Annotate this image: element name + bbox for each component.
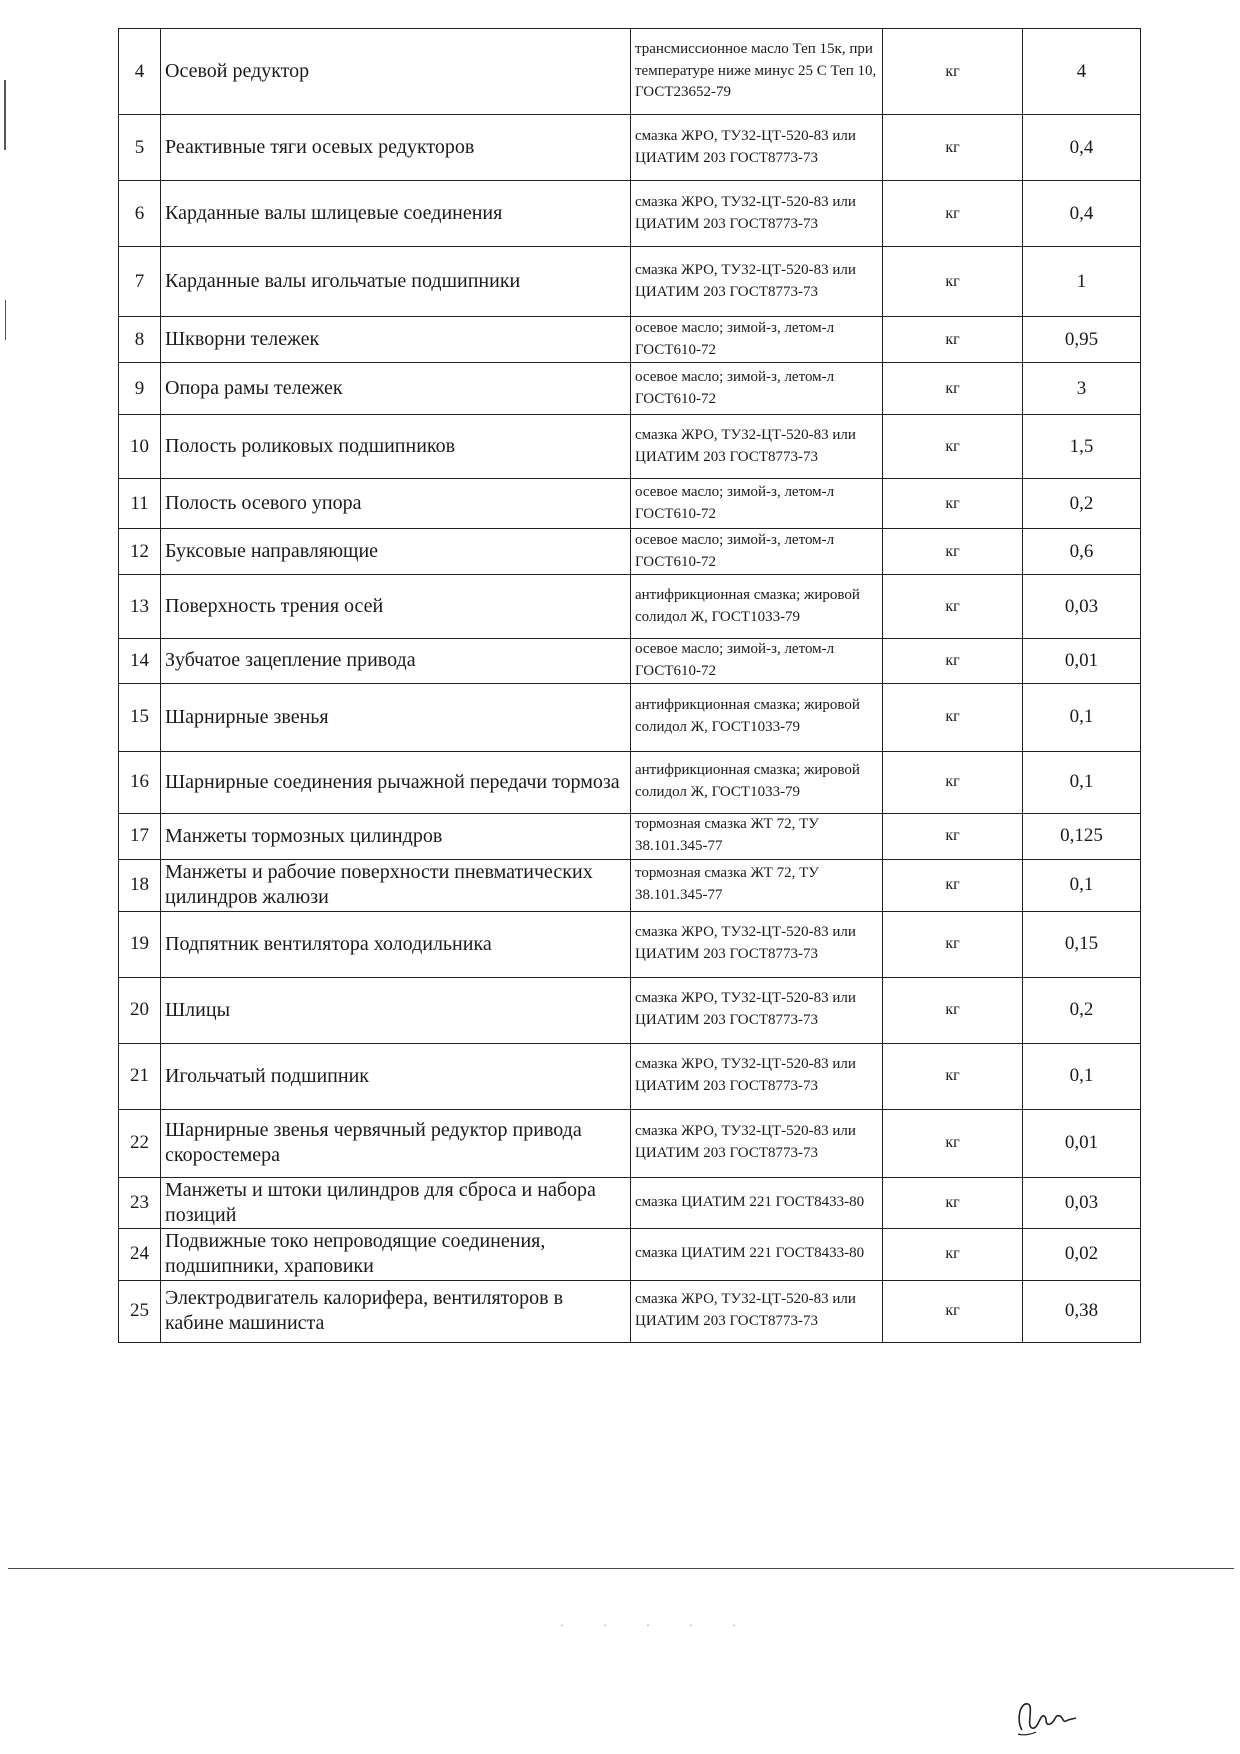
unit: кг [883, 1043, 1023, 1109]
row-number: 12 [119, 529, 161, 575]
quantity: 0,01 [1023, 639, 1141, 684]
unit: кг [883, 1228, 1023, 1280]
quantity: 0,01 [1023, 1109, 1141, 1177]
unit: кг [883, 29, 1023, 115]
lubricant-spec: тормозная смазка ЖТ 72, ТУ 38.101.345-77 [631, 859, 883, 911]
scan-artifact [4, 80, 6, 150]
table-row [119, 1043, 1141, 1109]
component-name: Шарнирные звенья [161, 683, 631, 751]
unit: кг [883, 683, 1023, 751]
row-number: 6 [119, 181, 161, 247]
component-name: Реактивные тяги осевых редукторов [161, 115, 631, 181]
table-row [119, 363, 1141, 415]
quantity: 0,03 [1023, 575, 1141, 639]
component-name: Манжеты тормозных цилиндров [161, 813, 631, 859]
row-number: 22 [119, 1109, 161, 1177]
lubricant-spec: антифрикционная смазка; жировой солидол Ж, ГОСТ1033-79 [631, 751, 883, 813]
unit: кг [883, 529, 1023, 575]
unit: кг [883, 751, 1023, 813]
table-row [119, 29, 1141, 115]
quantity: 0,4 [1023, 115, 1141, 181]
component-name: Игольчатый подшипник [161, 1043, 631, 1109]
row-number: 17 [119, 813, 161, 859]
quantity: 0,2 [1023, 479, 1141, 529]
lubricant-spec: смазка ЖРО, ТУ32-ЦТ-520-83 или ЦИАТИМ 203 ГОСТ8773-73 [631, 247, 883, 317]
lubricant-spec: тормозная смазка ЖТ 72, ТУ 38.101.345-77 [631, 813, 883, 859]
component-name: Подпятник вентилятора холодильника [161, 911, 631, 977]
lubricant-spec: антифрикционная смазка; жировой солидол Ж, ГОСТ1033-79 [631, 575, 883, 639]
component-name: Шарнирные звенья червячный редуктор привода скоростемера [161, 1109, 631, 1177]
unit: кг [883, 911, 1023, 977]
lubricant-spec: смазка ЖРО, ТУ32-ЦТ-520-83 или ЦИАТИМ 203 ГОСТ8773-73 [631, 415, 883, 479]
component-name: Карданные валы игольчатые подшипники [161, 247, 631, 317]
component-name: Поверхность трения осей [161, 575, 631, 639]
lubricant-spec: смазка ЦИАТИМ 221 ГОСТ8433-80 [631, 1177, 883, 1228]
unit: кг [883, 317, 1023, 363]
component-name: Шкворни тележек [161, 317, 631, 363]
row-number: 16 [119, 751, 161, 813]
quantity: 0,125 [1023, 813, 1141, 859]
component-name: Полость роликовых подшипников [161, 415, 631, 479]
quantity: 0,1 [1023, 859, 1141, 911]
component-name: Подвижные токо непроводящие соединения, подшипники, храповики [161, 1228, 631, 1280]
quantity: 0,2 [1023, 977, 1141, 1043]
lubricant-spec: осевое масло; зимой-з, летом-л ГОСТ610-72 [631, 529, 883, 575]
unit: кг [883, 859, 1023, 911]
unit: кг [883, 575, 1023, 639]
table-row [119, 415, 1141, 479]
row-number: 19 [119, 911, 161, 977]
lubricant-spec: смазка ЖРО, ТУ32-ЦТ-520-83 или ЦИАТИМ 203 ГОСТ8773-73 [631, 1109, 883, 1177]
unit: кг [883, 415, 1023, 479]
quantity: 1 [1023, 247, 1141, 317]
component-name: Электродвигатель калорифера, вентиляторов в кабине машиниста [161, 1280, 631, 1342]
row-number: 23 [119, 1177, 161, 1228]
row-number: 14 [119, 639, 161, 684]
quantity: 4 [1023, 29, 1141, 115]
row-number: 13 [119, 575, 161, 639]
table-row [119, 479, 1141, 529]
component-name: Полость осевого упора [161, 479, 631, 529]
quantity: 0,03 [1023, 1177, 1141, 1228]
page-separator-line [8, 1568, 1234, 1569]
quantity: 0,95 [1023, 317, 1141, 363]
lubricant-spec: осевое масло; зимой-з, летом-л ГОСТ610-72 [631, 479, 883, 529]
table-row [119, 247, 1141, 317]
table-row [119, 1228, 1141, 1280]
component-name: Шарнирные соединения рычажной передачи тормоза [161, 751, 631, 813]
quantity: 0,02 [1023, 1228, 1141, 1280]
quantity: 3 [1023, 363, 1141, 415]
unit: кг [883, 115, 1023, 181]
quantity: 0,1 [1023, 1043, 1141, 1109]
lubricant-spec: осевое масло; зимой-з, летом-л ГОСТ610-72 [631, 317, 883, 363]
scan-artifact [5, 300, 6, 340]
row-number: 11 [119, 479, 161, 529]
component-name: Шлицы [161, 977, 631, 1043]
table-row [119, 911, 1141, 977]
table-row [119, 977, 1141, 1043]
lubricant-spec: смазка ЖРО, ТУ32-ЦТ-520-83 или ЦИАТИМ 203 ГОСТ8773-73 [631, 115, 883, 181]
table-row [119, 575, 1141, 639]
table-row [119, 181, 1141, 247]
row-number: 25 [119, 1280, 161, 1342]
lubricant-spec: трансмиссионное масло Теп 15к, при температуре ниже минус 25 С Теп 10, ГОСТ23652-79 [631, 29, 883, 115]
lubricant-spec: смазка ЖРО, ТУ32-ЦТ-520-83 или ЦИАТИМ 203 ГОСТ8773-73 [631, 1043, 883, 1109]
row-number: 15 [119, 683, 161, 751]
unit: кг [883, 181, 1023, 247]
lubricant-spec: антифрикционная смазка; жировой солидол Ж, ГОСТ1033-79 [631, 683, 883, 751]
quantity: 0,1 [1023, 683, 1141, 751]
table-row [119, 859, 1141, 911]
quantity: 0,38 [1023, 1280, 1141, 1342]
lubricant-spec: смазка ЖРО, ТУ32-ЦТ-520-83 или ЦИАТИМ 203 ГОСТ8773-73 [631, 911, 883, 977]
signature [1010, 1690, 1080, 1740]
quantity: 1,5 [1023, 415, 1141, 479]
table-row [119, 115, 1141, 181]
component-name: Осевой редуктор [161, 29, 631, 115]
table-row [119, 683, 1141, 751]
quantity: 0,6 [1023, 529, 1141, 575]
component-name: Буксовые направляющие [161, 529, 631, 575]
row-number: 7 [119, 247, 161, 317]
lubricant-spec: смазка ЦИАТИМ 221 ГОСТ8433-80 [631, 1228, 883, 1280]
quantity: 0,1 [1023, 751, 1141, 813]
component-name: Манжеты и рабочие поверхности пневматических цилиндров жалюзи [161, 859, 631, 911]
row-number: 8 [119, 317, 161, 363]
row-number: 10 [119, 415, 161, 479]
table-row [119, 751, 1141, 813]
unit: кг [883, 1280, 1023, 1342]
lubricant-spec: осевое масло; зимой-з, летом-л ГОСТ610-72 [631, 363, 883, 415]
unit: кг [883, 977, 1023, 1043]
lubrication-table [118, 28, 1141, 1343]
table-row [119, 317, 1141, 363]
component-name: Опора рамы тележек [161, 363, 631, 415]
table-row [119, 1280, 1141, 1342]
unit: кг [883, 1177, 1023, 1228]
row-number: 9 [119, 363, 161, 415]
row-number: 24 [119, 1228, 161, 1280]
table-row [119, 813, 1141, 859]
table-row [119, 639, 1141, 684]
row-number: 18 [119, 859, 161, 911]
table-row [119, 529, 1141, 575]
unit: кг [883, 813, 1023, 859]
unit: кг [883, 479, 1023, 529]
row-number: 20 [119, 977, 161, 1043]
lubricant-spec: смазка ЖРО, ТУ32-ЦТ-520-83 или ЦИАТИМ 203 ГОСТ8773-73 [631, 977, 883, 1043]
row-number: 21 [119, 1043, 161, 1109]
unit: кг [883, 1109, 1023, 1177]
unit: кг [883, 247, 1023, 317]
lubricant-spec: смазка ЖРО, ТУ32-ЦТ-520-83 или ЦИАТИМ 203 ГОСТ8773-73 [631, 181, 883, 247]
lubricant-spec: осевое масло; зимой-з, летом-л ГОСТ610-72 [631, 639, 883, 684]
quantity: 0,4 [1023, 181, 1141, 247]
component-name: Карданные валы шлицевые соединения [161, 181, 631, 247]
unit: кг [883, 363, 1023, 415]
lubricant-spec: смазка ЖРО, ТУ32-ЦТ-520-83 или ЦИАТИМ 203 ГОСТ8773-73 [631, 1280, 883, 1342]
quantity: 0,15 [1023, 911, 1141, 977]
row-number: 4 [119, 29, 161, 115]
scan-dots: · · · · · [560, 1618, 754, 1632]
table-row [119, 1109, 1141, 1177]
component-name: Зубчатое зацепление привода [161, 639, 631, 684]
component-name: Манжеты и штоки цилиндров для сброса и набора позиций [161, 1177, 631, 1228]
unit: кг [883, 639, 1023, 684]
table-row [119, 1177, 1141, 1228]
row-number: 5 [119, 115, 161, 181]
